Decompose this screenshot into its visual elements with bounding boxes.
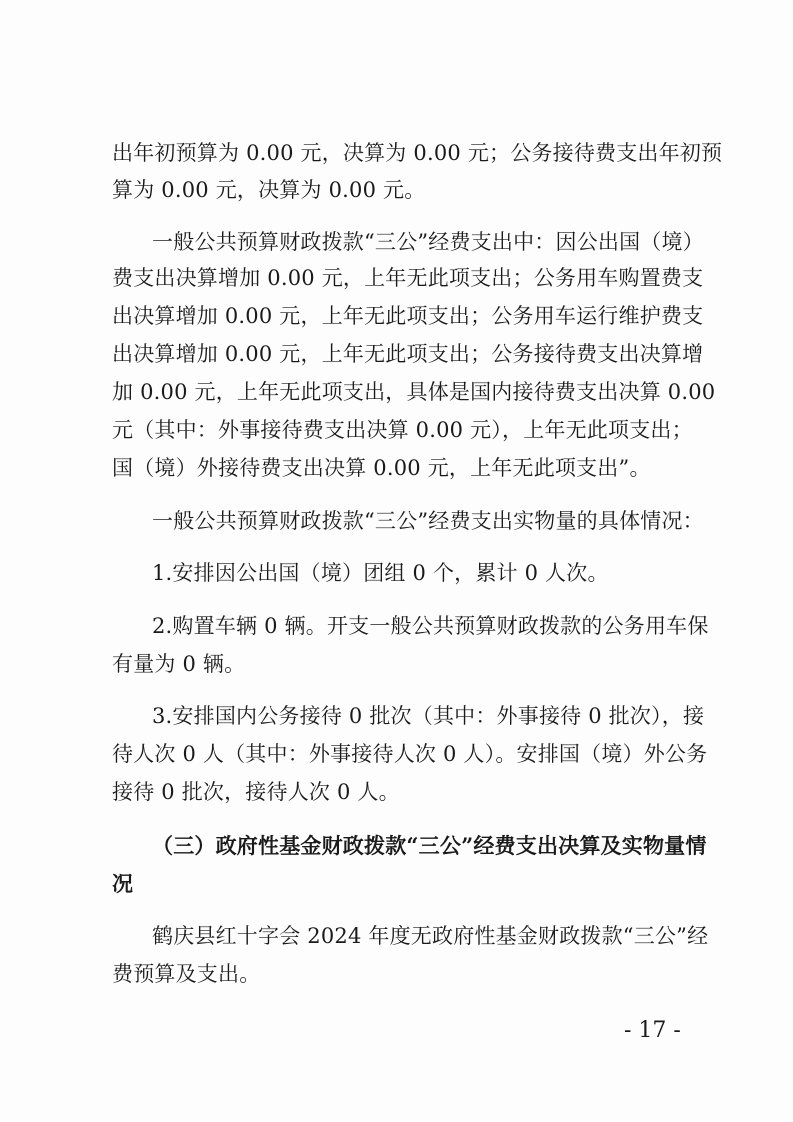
body-text-line: 国（境）外接待费支出决算 0.00 元，上年无此项支出”。: [112, 456, 651, 480]
body-text-line: 出年初预算为 0.00 元，决算为 0.00 元；公务接待费支出年初预: [112, 141, 723, 165]
section-heading-continued: 况: [112, 871, 134, 896]
paragraph-first-line: 一般公共预算财政拨款“三公”经费支出实物量的具体情况：: [152, 509, 704, 533]
paragraph-first-line: 一般公共预算财政拨款“三公”经费支出中：因公出国（境）: [152, 230, 704, 254]
body-text-line: 接待 0 批次，接待人次 0 人。: [112, 780, 400, 804]
body-text-line: 待人次 0 人（其中：外事接待人次 0 人）。安排国（境）外公务: [112, 742, 708, 766]
body-text-line: 出决算增加 0.00 元，上年无此项支出；公务用车运行维护费支: [112, 304, 704, 328]
body-text-line: 算为 0.00 元，决算为 0.00 元。: [112, 178, 426, 202]
body-text-line: 费预算及支出。: [112, 962, 261, 986]
list-item: 3.安排国内公务接待 0 批次（其中：外事接待 0 批次），接: [152, 704, 705, 728]
section-heading: （三）政府性基金财政拨款“三公”经费支出决算及实物量情: [152, 833, 707, 858]
paragraph-first-line: 鹤庆县红十字会 2024 年度无政府性基金财政拨款“三公”经: [152, 924, 709, 948]
body-text-line: 费支出决算增加 0.00 元，上年无此项支出；公务用车购置费支: [112, 266, 704, 290]
body-text-line: 元（其中：外事接待费支出决算 0.00 元），上年无此项支出；: [112, 418, 693, 442]
page-number: - 17 -: [624, 1018, 681, 1043]
body-text-line: 加 0.00 元，上年无此项支出，具体是国内接待费支出决算 0.00: [112, 380, 716, 404]
body-text-line: 有量为 0 辆。: [112, 652, 246, 676]
list-item: 1.安排因公出国（境）团组 0 个，累计 0 人次。: [152, 561, 609, 585]
list-item: 2.购置车辆 0 辆。开支一般公共预算财政拨款的公务用车保: [152, 614, 709, 638]
body-text-line: 出决算增加 0.00 元，上年无此项支出；公务接待费支出决算增: [112, 342, 704, 366]
